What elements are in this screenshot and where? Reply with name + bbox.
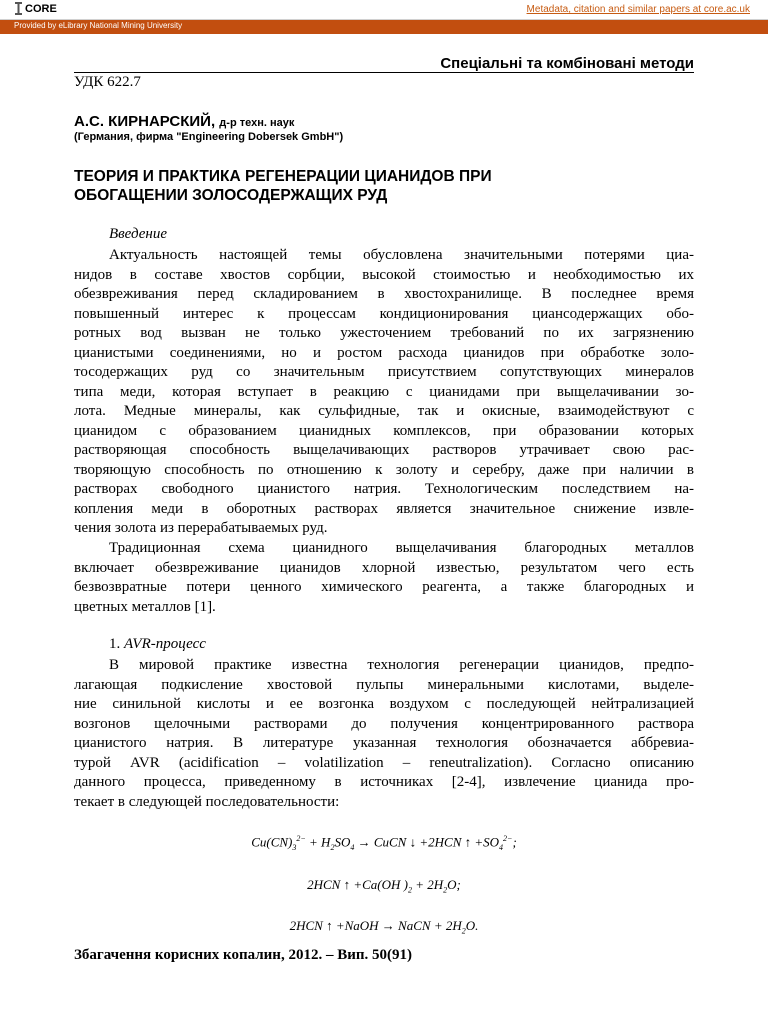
text-line: Актуальность настоящей темы обусловлена значительными потерями циа- <box>109 247 694 263</box>
author-line <box>74 113 294 130</box>
text-line: цианистыми соединениями, но и ростом расхода цианидов при обработке золо- <box>74 344 694 361</box>
core-logo-text: CORE <box>25 2 57 15</box>
core-metadata-link[interactable]: Metadata, citation and similar papers at core.ac.uk <box>526 4 750 15</box>
section-1-paragraph <box>74 656 694 812</box>
text-line: ротных вод вызван не только ужесточением требований по их загрязнению <box>74 325 694 341</box>
author-affiliation: (Германия, фирма "Engineering Dobersek GmbH") <box>74 131 344 143</box>
formula-1: $Cu(CN)_3^{2-} + H_2SO_4$ → CuCN ↓ +2HCN ↑ $+SO_4^{2-}$; <box>251 834 517 852</box>
text-line: Традиционная схема цианидного выщелачивания благородных металлов <box>109 540 694 556</box>
journal-section-header: Спеціальні та комбіновані методи <box>74 55 694 73</box>
text-line: В мировой практике известна технология регенерации цианидов, предпо- <box>109 657 694 673</box>
text-line: лагающая подкисление хвостовой пульпы минеральными кислотами, выделе- <box>74 676 694 693</box>
journal-footer: Збагачення корисних копалин, 2012. – Вип. 50(91) <box>74 947 412 963</box>
title-line: ОБОГАЩЕНИИ ЗОЛОСОДЕРЖАЩИХ РУД <box>74 187 388 204</box>
provided-by-bar <box>0 20 768 34</box>
text-line: цветных металлов [1]. <box>74 598 216 615</box>
section-title: AVR-процесс <box>124 636 206 652</box>
core-logo-icon <box>14 2 23 15</box>
text-line: цианистого натрия. В литературе указанная технология обозначается аббревиа- <box>74 735 694 751</box>
intro-paragraph-1 <box>74 246 694 539</box>
text-line: лота. Медные минералы, как сульфидные, так и окисные, взаимодействуют с <box>74 403 694 419</box>
intro-heading: Введение <box>109 226 167 242</box>
text-line: повышенный интерес к процессам кондиционирования циансодержащих обо- <box>74 305 694 322</box>
udk-code: УДК 622.7 <box>74 74 141 90</box>
core-banner <box>0 0 768 20</box>
text-line: растворах свободного цианистого натрия. Технологическим последствием на- <box>74 481 694 497</box>
text-line: безвозвратные потери ценного химического реагента, а также благородных и <box>74 579 694 595</box>
core-logo[interactable] <box>14 2 57 15</box>
title-line: ТЕОРИЯ И ПРАКТИКА РЕГЕНЕРАЦИИ ЦИАНИДОВ ПРИ <box>74 168 492 185</box>
provided-by-text: Provided by eLibrary National Mining University <box>14 21 183 30</box>
formula-3: 2HCN ↑ +NaOH → NaCN + $2H_2O$. <box>289 918 479 936</box>
text-line: нидов в составе хвостов сорбции, высокой стоимостью и необходимостью их <box>74 266 694 283</box>
text-line: чения золота из перерабатываемых руд. <box>74 520 328 536</box>
text-line: ние синильной кислоты и ее возгонка воздухом с последующей нейтрализацией <box>74 696 694 712</box>
intro-paragraph-2 <box>74 539 694 617</box>
text-line: текает в следующей последовательности: <box>74 793 340 810</box>
text-line: тосодержащих руд со значительным присутствием сопутствующих минералов <box>74 364 694 380</box>
text-line: творяющую способность по отношению к золоту и серебру, даже при наличии в <box>74 461 694 478</box>
text-line: цианидом с образованием цианидных комплексов, при образовании которых <box>74 422 694 439</box>
text-line: обезвреживания перед складированием в хвостохранилище. В последнее время <box>74 286 694 302</box>
text-line: растворяющая способность выщелачивающих растворов утрачивает свою рас- <box>74 442 694 458</box>
text-line: турой AVR (acidification – volatilization – reneutralization). Согласно описанию <box>74 754 694 771</box>
text-line: включает обезвреживание цианидов хлорной известью, результатом чего есть <box>74 559 694 576</box>
author-degree: д-р техн. наук <box>219 117 295 129</box>
text-line: копления меди в оборотных растворах является значительное снижение извле- <box>74 500 694 517</box>
text-line: данного процесса, приведенному в источниках [2-4], извлечение цианида про- <box>74 774 694 790</box>
text-line: типа меди, которая вступает в реакцию с цианидами при выщелачивании зо- <box>74 383 694 400</box>
paper-title <box>74 167 694 205</box>
section-number: 1. <box>109 636 121 652</box>
text-line: возгонов щелочными растворами до получения концентрированного раствора <box>74 715 694 732</box>
author-name: А.С. КИРНАРСКИЙ, <box>74 113 216 130</box>
section-1-heading <box>109 636 206 653</box>
formula-2: 2HCN ↑ +Ca(OH )$_2 + 2H_2O$; <box>307 877 461 895</box>
